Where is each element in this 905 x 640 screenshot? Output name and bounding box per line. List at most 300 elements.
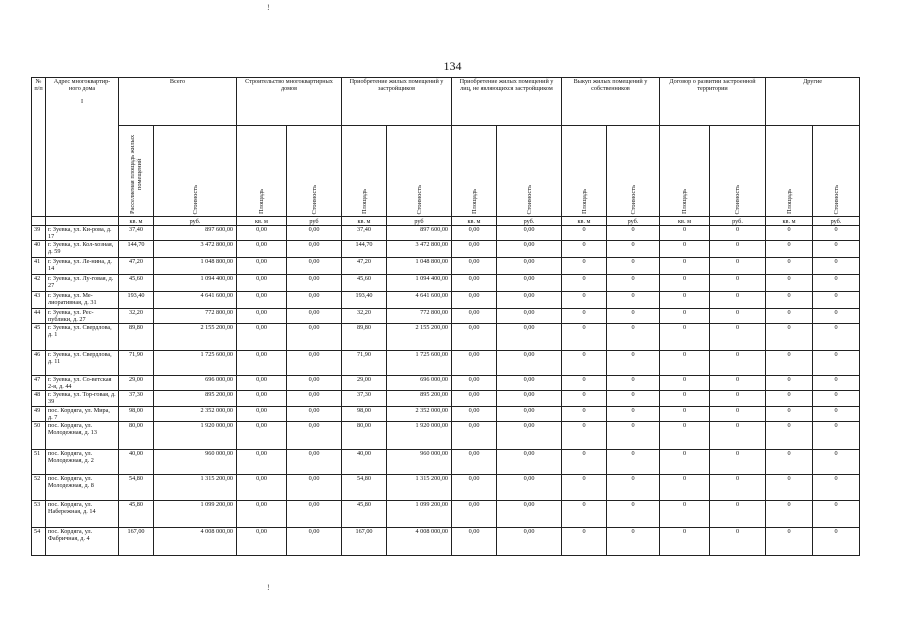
row-purchase-dev-area: 144,70 (342, 241, 387, 258)
row-buyout-area: 0 (562, 501, 607, 528)
row-contract-area: 0 (660, 528, 710, 556)
row-purchase-dev-area: 40,00 (342, 450, 387, 475)
row-construction-cost: 0,00 (287, 351, 342, 376)
row-contract-area: 0 (660, 501, 710, 528)
group-purchase-non-dev-header: Приобретение жилых помещений у лиц, не являющихся застройщиком (452, 78, 562, 126)
row-total-cost: 1 048 800,00 (154, 258, 237, 275)
row-purchase-non-dev-area: 0,00 (452, 351, 497, 376)
row-purchase-dev-cost: 1 725 600,00 (387, 351, 452, 376)
row-total-area: 167,00 (119, 528, 154, 556)
row-purchase-dev-area: 29,00 (342, 376, 387, 391)
row-construction-cost: 0,00 (287, 391, 342, 407)
row-address: г. Зуевка, ул. Тор-говая, д. 39 (46, 391, 119, 407)
row-contract-area: 0 (660, 309, 710, 324)
row-address: пос. Кордяга, ул. Молодежная, д. 13 (46, 422, 119, 450)
row-address: г. Зуевка, ул. Рес-публики, д. 27 (46, 309, 119, 324)
address-header-label: Адрес многоквартир-ного дома (53, 78, 111, 92)
row-contract-area: 0 (660, 275, 710, 292)
table-row (32, 407, 860, 422)
units-cell: руб (387, 217, 452, 226)
row-other-area: 0 (766, 241, 813, 258)
row-contract-cost: 0 (710, 309, 766, 324)
row-construction-cost: 0,00 (287, 309, 342, 324)
col-num-header: № п/п (32, 78, 46, 217)
row-construction-area: 0,00 (237, 501, 287, 528)
units-cell: руб (287, 217, 342, 226)
units-cell: кв. м (562, 217, 607, 226)
row-purchase-dev-area: 98,00 (342, 407, 387, 422)
row-purchase-non-dev-area: 0,00 (452, 292, 497, 309)
row-purchase-non-dev-cost: 0,00 (497, 292, 562, 309)
row-purchase-dev-area: 45,80 (342, 501, 387, 528)
row-buyout-cost: 0 (607, 226, 660, 241)
row-other-cost: 0 (813, 275, 860, 292)
address-header-mark: I (80, 98, 84, 105)
row-contract-area: 0 (660, 324, 710, 351)
row-buyout-cost: 0 (607, 407, 660, 422)
row-purchase-dev-area: 47,20 (342, 258, 387, 275)
row-buyout-cost: 0 (607, 309, 660, 324)
row-contract-cost: 0 (710, 528, 766, 556)
row-purchase-dev-cost: 2 155 200,00 (387, 324, 452, 351)
table-body (32, 217, 860, 556)
row-buyout-area: 0 (562, 324, 607, 351)
row-purchase-dev-area: 89,80 (342, 324, 387, 351)
units-cell: руб. (154, 217, 237, 226)
row-purchase-dev-area: 37,40 (342, 226, 387, 241)
row-other-area: 0 (766, 528, 813, 556)
row-total-cost: 1 315 200,00 (154, 475, 237, 501)
row-buyout-cost: 0 (607, 422, 660, 450)
row-other-area: 0 (766, 309, 813, 324)
row-total-area: 37,30 (119, 391, 154, 407)
row-purchase-dev-cost: 3 472 800,00 (387, 241, 452, 258)
row-buyout-area: 0 (562, 351, 607, 376)
subheader-cost: Стоимость (607, 126, 660, 217)
row-other-cost: 0 (813, 407, 860, 422)
units-cell (32, 217, 46, 226)
col-address-header (46, 78, 119, 217)
row-contract-cost: 0 (710, 376, 766, 391)
row-construction-area: 0,00 (237, 376, 287, 391)
row-number: 52 (32, 475, 46, 501)
row-construction-cost: 0,00 (287, 528, 342, 556)
row-purchase-dev-cost: 4 641 600,00 (387, 292, 452, 309)
subheader-cost: Стоимость (287, 126, 342, 217)
row-total-cost: 1 725 600,00 (154, 351, 237, 376)
row-buyout-area: 0 (562, 258, 607, 275)
row-buyout-cost: 0 (607, 376, 660, 391)
row-number: 53 (32, 501, 46, 528)
row-address: г. Зуевка, ул. Свердлова, д. 11 (46, 351, 119, 376)
row-purchase-non-dev-cost: 0,00 (497, 391, 562, 407)
units-cell: кв. м (237, 217, 287, 226)
row-construction-area: 0,00 (237, 528, 287, 556)
row-buyout-cost: 0 (607, 528, 660, 556)
table-row (32, 501, 860, 528)
group-purchase-dev-header: Приобретение жилых помещений у застройщиков (342, 78, 452, 126)
row-contract-area: 0 (660, 407, 710, 422)
row-number: 51 (32, 450, 46, 475)
subheader-cost: Стоимость (710, 126, 766, 217)
subheader-area: Площадь (766, 126, 813, 217)
row-purchase-non-dev-area: 0,00 (452, 450, 497, 475)
row-number: 46 (32, 351, 46, 376)
table-row (32, 292, 860, 309)
row-purchase-non-dev-area: 0,00 (452, 422, 497, 450)
units-cell (46, 217, 119, 226)
row-buyout-area: 0 (562, 292, 607, 309)
row-purchase-non-dev-area: 0,00 (452, 475, 497, 501)
row-number: 44 (32, 309, 46, 324)
row-purchase-non-dev-area: 0,00 (452, 391, 497, 407)
row-total-area: 54,80 (119, 475, 154, 501)
table-row (32, 309, 860, 324)
units-cell: руб. (710, 217, 766, 226)
table-row (32, 391, 860, 407)
row-total-area: 144,70 (119, 241, 154, 258)
page-number: 134 (443, 59, 462, 73)
table-row (32, 275, 860, 292)
row-total-cost: 4 641 600,00 (154, 292, 237, 309)
row-total-cost: 2 155 200,00 (154, 324, 237, 351)
units-row (32, 217, 860, 226)
row-construction-area: 0,00 (237, 391, 287, 407)
scan-mark-top: ! (267, 3, 270, 12)
table-row (32, 324, 860, 351)
row-construction-area: 0,00 (237, 475, 287, 501)
row-total-cost: 897 600,00 (154, 226, 237, 241)
row-construction-area: 0,00 (237, 275, 287, 292)
group-buyout-header: Выкуп жилых помещений у собственников (562, 78, 660, 126)
row-buyout-area: 0 (562, 226, 607, 241)
row-number: 47 (32, 376, 46, 391)
row-purchase-dev-cost: 895 200,00 (387, 391, 452, 407)
row-other-area: 0 (766, 258, 813, 275)
row-buyout-cost: 0 (607, 324, 660, 351)
subheader-area: Площадь (562, 126, 607, 217)
row-buyout-area: 0 (562, 376, 607, 391)
row-contract-area: 0 (660, 226, 710, 241)
table-row (32, 351, 860, 376)
row-total-area: 32,20 (119, 309, 154, 324)
row-buyout-area: 0 (562, 309, 607, 324)
row-total-cost: 772 800,00 (154, 309, 237, 324)
row-address: г. Зуевка, ул. Лу-говая, д. 27 (46, 275, 119, 292)
row-buyout-cost: 0 (607, 351, 660, 376)
row-purchase-non-dev-cost: 0,00 (497, 324, 562, 351)
row-total-area: 89,80 (119, 324, 154, 351)
row-purchase-dev-cost: 1 099 200,00 (387, 501, 452, 528)
row-number: 48 (32, 391, 46, 407)
row-number: 45 (32, 324, 46, 351)
row-buyout-area: 0 (562, 475, 607, 501)
row-purchase-non-dev-cost: 0,00 (497, 309, 562, 324)
row-contract-cost: 0 (710, 292, 766, 309)
row-buyout-cost: 0 (607, 275, 660, 292)
row-contract-cost: 0 (710, 275, 766, 292)
row-other-area: 0 (766, 292, 813, 309)
resettlement-table (31, 77, 860, 556)
row-construction-area: 0,00 (237, 324, 287, 351)
row-construction-area: 0,00 (237, 292, 287, 309)
row-contract-cost: 0 (710, 501, 766, 528)
row-buyout-cost: 0 (607, 258, 660, 275)
row-construction-area: 0,00 (237, 226, 287, 241)
row-buyout-area: 0 (562, 391, 607, 407)
row-address: г. Зуевка, ул. Со-ветская 2-я, д. 44 (46, 376, 119, 391)
row-purchase-non-dev-cost: 0,00 (497, 501, 562, 528)
row-purchase-non-dev-cost: 0,00 (497, 351, 562, 376)
table-row (32, 241, 860, 258)
row-address: пос. Кордяга, ул. Мира, д. 7 (46, 407, 119, 422)
row-purchase-dev-cost: 897 600,00 (387, 226, 452, 241)
row-purchase-dev-area: 45,60 (342, 275, 387, 292)
row-construction-area: 0,00 (237, 241, 287, 258)
row-contract-cost: 0 (710, 324, 766, 351)
row-buyout-cost: 0 (607, 450, 660, 475)
row-total-cost: 4 008 000,00 (154, 528, 237, 556)
row-total-cost: 1 099 200,00 (154, 501, 237, 528)
row-construction-cost: 0,00 (287, 292, 342, 309)
row-contract-cost: 0 (710, 258, 766, 275)
units-cell: руб. (497, 217, 562, 226)
row-contract-cost: 0 (710, 407, 766, 422)
row-number: 49 (32, 407, 46, 422)
row-purchase-dev-cost: 1 920 000,00 (387, 422, 452, 450)
row-contract-area: 0 (660, 422, 710, 450)
row-other-area: 0 (766, 501, 813, 528)
units-cell: кв. м (119, 217, 154, 226)
row-purchase-dev-cost: 2 352 000,00 (387, 407, 452, 422)
row-purchase-non-dev-area: 0,00 (452, 226, 497, 241)
row-other-cost: 0 (813, 324, 860, 351)
row-purchase-non-dev-area: 0,00 (452, 407, 497, 422)
row-other-area: 0 (766, 407, 813, 422)
row-purchase-non-dev-area: 0,00 (452, 376, 497, 391)
row-purchase-dev-area: 167,00 (342, 528, 387, 556)
row-total-area: 80,00 (119, 422, 154, 450)
row-other-area: 0 (766, 376, 813, 391)
row-construction-cost: 0,00 (287, 450, 342, 475)
subheader-cost: Стоимость (154, 126, 237, 217)
row-purchase-non-dev-cost: 0,00 (497, 422, 562, 450)
row-purchase-non-dev-area: 0,00 (452, 528, 497, 556)
row-construction-cost: 0,00 (287, 422, 342, 450)
row-construction-area: 0,00 (237, 309, 287, 324)
row-other-cost: 0 (813, 376, 860, 391)
units-cell: руб. (813, 217, 860, 226)
table-row (32, 376, 860, 391)
subheader-cost: Стоимость (813, 126, 860, 217)
units-cell: руб. (607, 217, 660, 226)
group-construction-header: Строительство многоквартирных домов (237, 78, 342, 126)
row-contract-cost: 0 (710, 450, 766, 475)
row-buyout-area: 0 (562, 422, 607, 450)
row-construction-area: 0,00 (237, 422, 287, 450)
row-purchase-non-dev-area: 0,00 (452, 501, 497, 528)
row-total-cost: 1 920 000,00 (154, 422, 237, 450)
row-buyout-cost: 0 (607, 475, 660, 501)
row-construction-cost: 0,00 (287, 376, 342, 391)
row-purchase-dev-cost: 1 094 400,00 (387, 275, 452, 292)
row-total-area: 37,40 (119, 226, 154, 241)
row-number: 50 (32, 422, 46, 450)
row-other-area: 0 (766, 422, 813, 450)
row-other-cost: 0 (813, 351, 860, 376)
row-other-cost: 0 (813, 450, 860, 475)
row-purchase-dev-area: 71,90 (342, 351, 387, 376)
row-number: 41 (32, 258, 46, 275)
row-other-cost: 0 (813, 475, 860, 501)
subheader-cost: Стоимость (387, 126, 452, 217)
subheader-area: Площадь (342, 126, 387, 217)
row-construction-cost: 0,00 (287, 241, 342, 258)
row-address: г. Зуевка, ул. Ме-лиоративная, д. 31 (46, 292, 119, 309)
row-total-area: 47,20 (119, 258, 154, 275)
row-address: пос. Кордяга, ул. Набережная, д. 14 (46, 501, 119, 528)
table-row (32, 226, 860, 241)
row-total-cost: 2 352 000,00 (154, 407, 237, 422)
row-purchase-non-dev-cost: 0,00 (497, 475, 562, 501)
units-cell: кв. м (766, 217, 813, 226)
row-construction-cost: 0,00 (287, 501, 342, 528)
row-purchase-dev-area: 54,80 (342, 475, 387, 501)
row-address: г. Зуевка, ул. Ки-рова, д. 17 (46, 226, 119, 241)
group-contract-header: Договор о развитии застроенной территории (660, 78, 766, 126)
row-contract-cost: 0 (710, 391, 766, 407)
row-address: г. Зуевка, ул. Ле-нина, д. 14 (46, 258, 119, 275)
row-purchase-non-dev-cost: 0,00 (497, 376, 562, 391)
row-buyout-cost: 0 (607, 391, 660, 407)
row-other-cost: 0 (813, 258, 860, 275)
row-other-cost: 0 (813, 391, 860, 407)
units-cell: кв. м (342, 217, 387, 226)
row-contract-area: 0 (660, 292, 710, 309)
row-total-cost: 960 000,00 (154, 450, 237, 475)
row-contract-cost: 0 (710, 475, 766, 501)
row-other-area: 0 (766, 475, 813, 501)
row-other-area: 0 (766, 226, 813, 241)
row-buyout-area: 0 (562, 528, 607, 556)
row-other-cost: 0 (813, 292, 860, 309)
row-purchase-non-dev-cost: 0,00 (497, 450, 562, 475)
table-row (32, 528, 860, 556)
row-address: пос. Кордяга, ул. Молодежная, д. 8 (46, 475, 119, 501)
row-purchase-dev-area: 32,20 (342, 309, 387, 324)
row-address: г. Зуевка, ул. Кол-хозная, д. 59 (46, 241, 119, 258)
row-purchase-non-dev-area: 0,00 (452, 275, 497, 292)
row-buyout-area: 0 (562, 241, 607, 258)
row-number: 54 (32, 528, 46, 556)
units-cell: кв. м (452, 217, 497, 226)
row-contract-area: 0 (660, 241, 710, 258)
row-total-area: 193,40 (119, 292, 154, 309)
row-contract-cost: 0 (710, 351, 766, 376)
row-buyout-area: 0 (562, 275, 607, 292)
row-purchase-non-dev-cost: 0,00 (497, 258, 562, 275)
row-purchase-non-dev-area: 0,00 (452, 324, 497, 351)
row-total-area: 71,90 (119, 351, 154, 376)
row-address: г. Зуевка, ул. Свердлова, д. 1 (46, 324, 119, 351)
row-contract-area: 0 (660, 351, 710, 376)
row-purchase-dev-cost: 4 008 000,00 (387, 528, 452, 556)
row-other-cost: 0 (813, 528, 860, 556)
row-purchase-dev-area: 193,40 (342, 292, 387, 309)
row-other-cost: 0 (813, 309, 860, 324)
row-construction-area: 0,00 (237, 351, 287, 376)
row-other-area: 0 (766, 391, 813, 407)
row-buyout-cost: 0 (607, 292, 660, 309)
row-purchase-non-dev-cost: 0,00 (497, 241, 562, 258)
subheader-cost: Стоимость (497, 126, 562, 217)
row-contract-area: 0 (660, 258, 710, 275)
row-other-cost: 0 (813, 226, 860, 241)
row-total-area: 45,80 (119, 501, 154, 528)
row-purchase-dev-area: 37,30 (342, 391, 387, 407)
row-construction-cost: 0,00 (287, 324, 342, 351)
row-contract-cost: 0 (710, 422, 766, 450)
row-purchase-dev-cost: 696 000,00 (387, 376, 452, 391)
row-number: 40 (32, 241, 46, 258)
subheader-area: Площадь (237, 126, 287, 217)
row-number: 42 (32, 275, 46, 292)
row-purchase-dev-cost: 772 800,00 (387, 309, 452, 324)
units-cell: кв. м (660, 217, 710, 226)
row-construction-area: 0,00 (237, 407, 287, 422)
row-construction-cost: 0,00 (287, 226, 342, 241)
row-buyout-cost: 0 (607, 241, 660, 258)
table-row (32, 475, 860, 501)
row-contract-area: 0 (660, 475, 710, 501)
row-purchase-dev-cost: 1 048 800,00 (387, 258, 452, 275)
row-contract-area: 0 (660, 450, 710, 475)
row-buyout-cost: 0 (607, 501, 660, 528)
row-other-cost: 0 (813, 422, 860, 450)
row-number: 43 (32, 292, 46, 309)
row-other-area: 0 (766, 351, 813, 376)
row-total-cost: 696 000,00 (154, 376, 237, 391)
table-row (32, 258, 860, 275)
row-construction-cost: 0,00 (287, 275, 342, 292)
row-total-area: 29,00 (119, 376, 154, 391)
row-purchase-non-dev-area: 0,00 (452, 258, 497, 275)
row-total-cost: 1 094 400,00 (154, 275, 237, 292)
row-total-cost: 895 200,00 (154, 391, 237, 407)
row-address: пос. Кордяга, ул. Молодежная, д. 2 (46, 450, 119, 475)
row-other-cost: 0 (813, 501, 860, 528)
row-purchase-non-dev-cost: 0,00 (497, 407, 562, 422)
row-total-area: 45,60 (119, 275, 154, 292)
row-number: 39 (32, 226, 46, 241)
row-buyout-area: 0 (562, 407, 607, 422)
row-total-area: 98,00 (119, 407, 154, 422)
row-purchase-non-dev-cost: 0,00 (497, 226, 562, 241)
row-purchase-non-dev-area: 0,00 (452, 309, 497, 324)
row-other-area: 0 (766, 275, 813, 292)
row-purchase-dev-cost: 960 000,00 (387, 450, 452, 475)
row-other-cost: 0 (813, 241, 860, 258)
row-construction-cost: 0,00 (287, 407, 342, 422)
row-buyout-area: 0 (562, 450, 607, 475)
scan-mark-bottom: ! (267, 583, 270, 592)
row-total-area: 40,00 (119, 450, 154, 475)
subheader-area: Площадь (660, 126, 710, 217)
row-contract-area: 0 (660, 376, 710, 391)
row-contract-area: 0 (660, 391, 710, 407)
row-purchase-non-dev-area: 0,00 (452, 241, 497, 258)
group-other-header: Другие (766, 78, 860, 126)
